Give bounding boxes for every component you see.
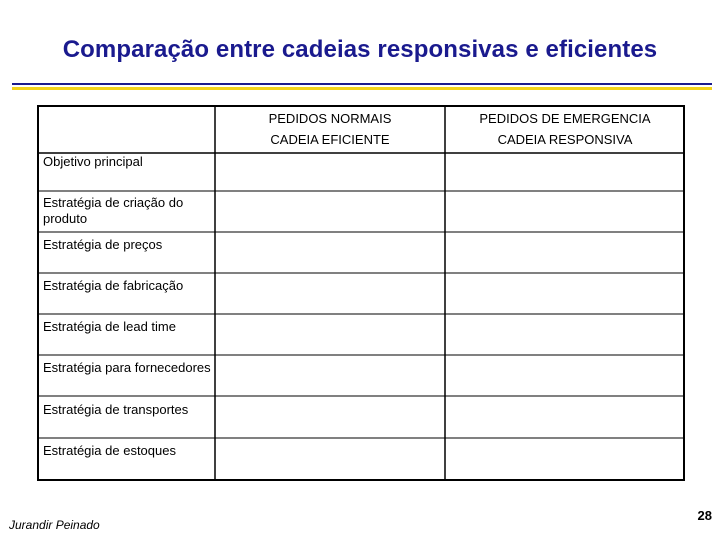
row-label-criacao-produto: Estratégia de criação do produto (43, 195, 184, 226)
column-header-responsive-line2: CADEIA RESPONSIVA (497, 132, 633, 147)
slide-title: Comparação entre cadeias responsivas e eficientes (62, 36, 658, 63)
row-label-transportes: Estratégia de transportes (43, 402, 189, 417)
column-header-efficient-line1: PEDIDOS NORMAIS (268, 111, 392, 126)
title-divider-blue (12, 83, 712, 85)
title-divider-yellow (12, 87, 712, 90)
column-header-efficient-line2: CADEIA EFICIENTE (270, 132, 390, 147)
row-label-estoques: Estratégia de estoques (43, 443, 176, 458)
row-label-fabricacao: Estratégia de fabricação (43, 278, 184, 293)
column-header-responsive-line1: PEDIDOS DE EMERGENCIA (479, 111, 651, 126)
row-label-objetivo: Objetivo principal (43, 154, 143, 169)
footer-author: Jurandir Peinado (9, 518, 100, 532)
row-label-lead-time: Estratégia de lead time (43, 319, 176, 334)
column-header-efficient (215, 105, 445, 153)
comparison-table (37, 105, 685, 481)
page-number: 28 (697, 508, 712, 523)
row-label-fornecedores: Estratégia para fornecedores (43, 360, 211, 375)
column-header-responsive (445, 105, 685, 153)
row-label-precos: Estratégia de preços (43, 237, 163, 252)
